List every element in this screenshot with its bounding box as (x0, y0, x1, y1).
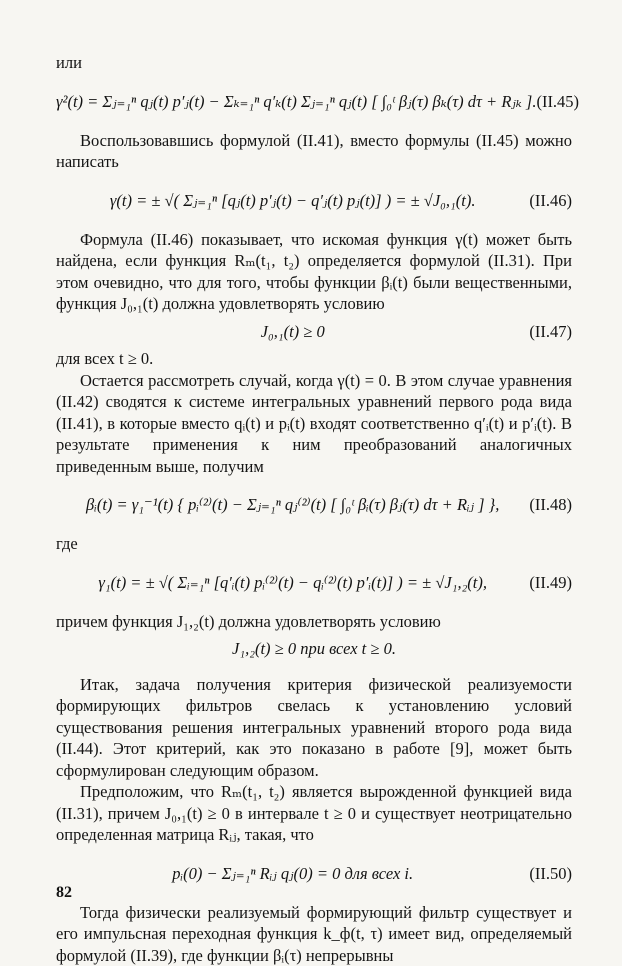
equation-II-49 (56, 561, 572, 605)
equation-II-45-body: γ²(t) = Σⱼ₌₁ⁿ qⱼ(t) p′ⱼ(t) − Σₖ₌₁ⁿ q′ₖ(t) Σⱼ₌₁ⁿ qⱼ(t) [ ∫₀ᵗ βⱼ(τ) βₖ(τ) dτ + Rⱼₖ ]. (56, 91, 536, 113)
equation-II-46 (56, 179, 572, 223)
equation-II-47-body: J₀,₁(t) ≥ 0 (56, 321, 529, 343)
paragraph-6: Итак, задача получения критерия физической реализуемости формирующих фильтров свелась к установлению условий существования решения интегральных уравнений второго рода вида (II.44). Этот критерий, как это показано в работе [9], может быть сформулирован следующим образом. (56, 674, 572, 782)
text-gde: где (56, 533, 572, 555)
paragraph-4: Остается рассмотреть случай, когда γ(t) = 0. В этом случае уравнения (II.42) сводятся к системе интегральных уравнений первого рода вида (II.41), в которые вместо qᵢ(t) и pᵢ(t) входят соответственно q′ᵢ(t) и p′ᵢ(t). В результате применения к ним преобразований аналогичных приведенным выше, получим (56, 370, 572, 478)
equation-II-49-number: (II.49) (529, 572, 572, 594)
equation-II-46-number: (II.46) (529, 190, 572, 212)
paragraph-7: Предположим, что Rₘ(t₁, t₂) является вырожденной функцией вида (II.31), причем J₀,₁(t) ≥ 0 в интервале t ≥ 0 и существует неотрицательно определенная матрица Rᵢⱼ, такая, что (56, 781, 572, 846)
paragraph-1: Воспользовавшись формулой (II.41), вместо формулы (II.45) можно написать (56, 130, 572, 173)
equation-II-50-number: (II.50) (529, 863, 572, 885)
text-ili: или (56, 52, 572, 74)
equation-II-48 (56, 483, 572, 527)
equation-condition-body: J₁,₂(t) ≥ 0 при всех t ≥ 0. (56, 638, 572, 660)
paragraph-5: причем функция J₁,₂(t) должна удовлетворять условию (56, 611, 572, 633)
equation-II-47 (56, 321, 572, 343)
equation-II-48-number: (II.48) (529, 494, 572, 516)
spacer (56, 666, 572, 674)
paragraph-8: Тогда физически реализуемый формирующий фильтр существует и его импульсная переходная функция k_ф(t, τ) имеет вид, определяемый формулой (II.39), где функции βᵢ(τ) непрерывны (56, 902, 572, 966)
equation-II-45 (56, 80, 572, 124)
paragraph-2: Формула (II.46) показывает, что искомая функция γ(t) может быть найдена, если функция Rₘ(t₁, t₂) определяется формулой (II.31). При этом очевидно, что для того, чтобы функции βᵢ(t) были вещественными, функция J₀,₁(t) должна удовлетворять условию (56, 229, 572, 315)
equation-II-50 (56, 852, 572, 896)
equation-II-46-body: γ(t) = ± √( Σⱼ₌₁ⁿ [qⱼ(t) p′ⱼ(t) − q′ⱼ(t) pⱼ(t)] ) = ± √J₀,₁(t). (56, 190, 529, 212)
equation-II-45-number: (II.45) (536, 91, 579, 113)
equation-II-47-number: (II.47) (529, 321, 572, 343)
page-number: 82 (56, 884, 72, 902)
page-body (56, 52, 572, 966)
equation-II-48-body: βᵢ(t) = γ₁⁻¹(t) { pᵢ⁽²⁾(t) − Σⱼ₌₁ⁿ qⱼ⁽²⁾(t) [ ∫₀ᵗ βᵢ(τ) βⱼ(τ) dτ + Rᵢⱼ ] }, (56, 494, 529, 516)
paragraph-3: для всех t ≥ 0. (56, 348, 572, 370)
equation-II-50-body: pᵢ(0) − Σⱼ₌₁ⁿ Rᵢⱼ qⱼ(0) = 0 для всех i. (56, 863, 529, 885)
equation-II-49-body: γ₁(t) = ± √( Σᵢ₌₁ⁿ [q′ᵢ(t) pᵢ⁽²⁾(t) − qᵢ⁽²⁾(t) p′ᵢ(t)] ) = ± √J₁,₂(t), (56, 572, 529, 594)
equation-condition (56, 638, 572, 660)
